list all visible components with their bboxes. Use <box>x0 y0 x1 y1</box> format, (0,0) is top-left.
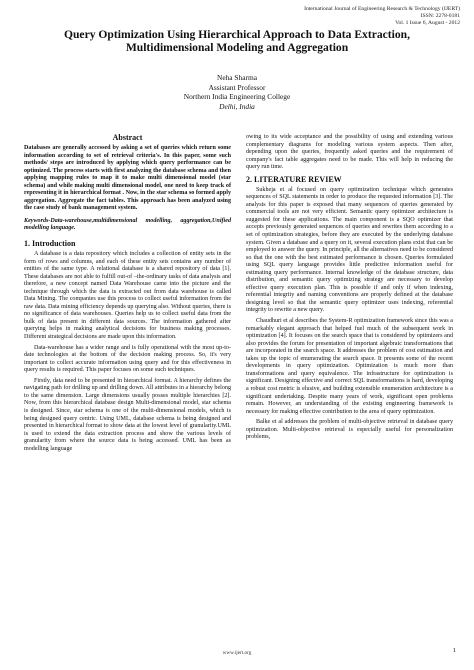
abstract-heading: Abstract <box>112 133 143 142</box>
journal-name: International Journal of Engineering Research & Technology (IJERT) <box>304 6 460 12</box>
footer-url: www.ijert.org <box>222 650 252 656</box>
author-name: Neha Sharma <box>216 73 258 82</box>
intro-continuation: owing to its wide acceptance and the possibility of using and extending various complementary diagrams for modeling various system aspects. Then after, depending upon the queries, frequently asked queries and the requirement of company's fact table aggregates need to be made. This will help in reducing the query run time. <box>246 134 453 171</box>
introduction-heading: 1. Introduction <box>24 239 76 249</box>
journal-volume: Vol. 1 Issue 6, August - 2012 <box>395 20 460 27</box>
lit-paragraph: Sukheja et al focused on query optimization technique which generates sequences of SQL statements in order to produce the requested information [3]. The analysis for this paper is exposed that many sequences of queries generated by commercial tools are not very efficient. Semantic query optimizer architecture is suggested for these applications. The main component is a SQO optimizer that accepts previously generated sequences of queries and rewrites them according to a set of optimization strategies, before they are executed by the underlying database system. Given a database and a query on it, several execution plans exist that can be employed to answer the query. In principle, all the alternatives need to be considered so that the one with the best estimated performance is chosen. Queries formulated using SQL query language provides little predictive information useful for estimating query performance. Internal knowledge of the database structure, data distribution, and semantic query optimizing strategy are necessary to develop effective query execution plan. This is possible if and only if when indexing, referential integrity and naming conventions are properly defined at the database designing level so that the semantic query optimizer uses indexing, referential integrity to rewrite a new query. <box>246 186 453 314</box>
left-column <box>24 133 231 453</box>
intro-paragraph: A database is a data repository which includes a collection of entity sets in the form of rows and columns, and each of these entity sets contains any number of entities of the same type. A relational database is a shared repository of data [1]. These databases are not able to fulfill out-of –the-ordinary tasks of data analysis and therefore, a new concept named Data Warehouse came into the picture and the technique through which the data is extracted out from data warehouse is called Data Mining. The companies use this process to collect useful information from the raw data. Data mining efficiency depends up querying also. Without queries, there is no significance of data warehouses. Queries help us to collect useful data from the bulk of data present in different data sources. The information gathered after querying helps in making analytical decisions for business making processes. Different strategical decisions are made upon this information. <box>24 251 231 341</box>
intro-paragraph: Data-warehouse has a wider range and is fully operational with the most up-to-date technologies at the bottom of the decision making process. So, it's very important to collect accurate information using query and for this effectiveness in query results is required. This paper focuses on some such techniques. <box>24 344 231 374</box>
abstract-text: Databases are generally accessed by asking a set of queries which return some information according to set of retrieval criteria's. In this paper, some such methods/ steps are introduced by applying which query performance can be optimized. The process starts with first analyzing the database schema and then applying mapping rules to map it to make multi dimensional model (star schema) and while making multi dimensional model, one need to keep track of representing it in hierarchical format . Now, in the star schema so formed apply aggregation. Aggregate the fact tables. This approach has been analyzed using the case study of bank management system. <box>24 145 231 212</box>
author-affiliation: Northern India Engineering College <box>183 92 291 102</box>
keywords: Keywords-Data-warehouse,multidimensional modelling, aggregation,Unified modelling language. <box>24 217 231 232</box>
author-location: Delhi, India <box>219 101 255 111</box>
journal-header <box>304 6 460 28</box>
paper-title: Query Optimization Using Hierarchical Approach to Data Extraction, Multidimensional Modeling and Aggregation <box>63 28 411 54</box>
right-column <box>246 134 453 442</box>
author-block <box>0 73 474 111</box>
intro-paragraph: Firstly, data need to be presented in hierarchical format. A hierarchy defines the navigating path for drilling up and drilling down. All attributes in a hierarchy belong to the same dimension. Large dimensions usually posses multiple hierarchies [2]. Now, from this hierarchical database design Multi-dimensional model, star schema is designed. Since, star schema is one of the multi-dimensional models, which is being designed query centric. Using UML, database schema is being designed and presented in hierarchical format to show data at the lowest level of granularity.UML is used to extend the data extraction process and show the various levels of granularity from where the source data is being accessed. UML has been as modelling language <box>24 377 231 452</box>
lit-paragraph: Balke et al addresses the problem of multi-objective retrieval in database query optimization. Multi-objective retrieval is especially useful for personalization problems, <box>246 419 453 441</box>
literature-review-heading: 2. LITERATURE REVIEW <box>246 174 342 184</box>
journal-issn: ISSN: 2278-0181 <box>420 13 460 20</box>
author-role: Assistant Professor <box>208 82 266 92</box>
page-number: 1 <box>452 647 456 654</box>
lit-paragraph: Chaudhuri et al describes the System-R optimization framework since this was a remarkably elegant approach that helped fuel much of the subsequent work in optimization [4]. It focuses on the search space that is considered by optimizers and also provides the forum for presentation of important algebraic transformations that are incorporated in the search space. It addresses the problem of cost estimation and takes up the topic of enumerating the search space. It presents some of the recent developments in query optimization. Optimization is much more than transformations and query equivalence. The infrastructure for optimization is significant. Designing effective and correct SQL transformations is hard, developing a robust cost metric is elusive, and building extensible enumeration architecture is a significant undertaking. Despite many years of work, significant open problems remain. However, an understanding of the existing engineering framework is necessary for making effective contribution to the area of query optimization. <box>246 318 453 415</box>
